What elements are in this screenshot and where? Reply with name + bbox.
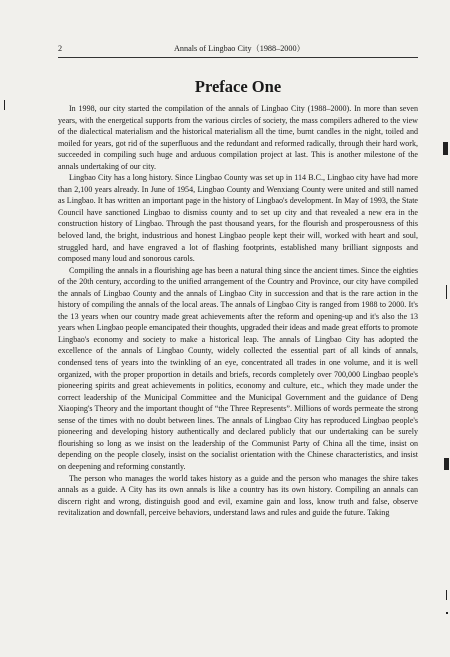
scan-mark [443, 142, 448, 155]
scan-mark [446, 612, 448, 614]
paragraph: In 1998, our city started the compilation of the annals of Lingbao City (1988–2000). In more than seven years, with the energetical supports from the various circles of society, the mass compilers adhered to the view of the dialectical materialism and the historical materialism all the time, burnt candles in the night, toiled and moiled for years, got rid of the superfluous and the redundant and reformed radically, through their hard work, succeeded in compiling such huge and arduous compilation project at last. This is another milestone of the annals undertaking of our city. [58, 104, 418, 171]
running-head: Annals of Lingbao City（1988–2000） [174, 44, 305, 53]
body-text [58, 103, 418, 519]
page-number: 2 [58, 44, 63, 53]
scan-mark [444, 458, 449, 470]
paragraph: Compiling the annals in a flourishing age has been a natural thing since the ancient times. Since the eighties of the 20th century, according to the unified arrangement of the Country and Province, our city have compiled the annals of Lingbao County and the annals of Lingbao City in succession and that is the rare action in the history of compiling the annals of the local areas. The annals of Lingbao City is ranged from 1988 to 2000. It's the 13 years when our country made great achievements after the reform and opening-up and it's also the 13 years when Lingbao people emancipated their thoughts, upgraded their ideas and made great efforts to promote Lingbao's economy and society to make a historical leap. The annals of Lingbao City has adopted the excellence of the annals of Lingbao County, widely collected the essential part of all kinds of annals, condensed tens of years into the twinkling of an eye, concentrated all trades in one volume, and it is well organized, with the proper proportion in details and briefs, records completely over 700,000 Lingbao people's pioneering spirits and great achievements in politics, economy and culture, etc., which they made under the correct leadership of the Municipal Committee and the Municipal Government and the guidance of Deng Xiaoping's Theory and the important thought of “the Three Represents”. Millions of words permeate the strong sense of the times with no doubt between lines. The annals of Lingbao City has reproduced Lingbao people's pioneering and developing history authentically and declared publicly that our undertaking can be surely flourishing so long as we insist on the leadership of the Communist Party of China all the time, insist on depending on the people closely, insist on the socialist orientation with the Chinese characteristics, and insist on deepening and reforming constantly. [58, 265, 418, 471]
paragraph: The person who manages the world takes history as a guide and the person who manages the shire takes annals as a guide. A City has its own annals is like a country has its own history. Compiling an annals can discern right and wrong, distinguish good and evil, examine gain and loss, know truth and false, observe revitalization and downfall, perceive behaviors, understand laws and rules and guide the future. Taking [58, 473, 418, 518]
scan-mark [446, 590, 447, 600]
scan-mark [446, 285, 447, 299]
scan-mark [4, 100, 5, 110]
header-rule [58, 57, 418, 58]
paragraph: Lingbao City has a long history. Since Lingbao County was set up in 114 B.C., Lingbao city have had more than 2,100 years already. In June of 1954, Lingbao County and Wenxiang County were united and still named as Lingbao. It has written an important page in the history of Lingbao's development. In May of 1993, the State Council have sanctioned Lingbao to dismiss county and to set up city and that revealed a new era in the construction history of Lingbao. Through the past thousand years, for the flourish and prosperousness of this beloved land, the bright, industrious and honest Lingbao people kept their will, worked with heart and soul, struggled hard, and have engraved a lot of flashing footprints, established many brilliant signposts and composed many loud and sonorous carols. [58, 173, 418, 264]
page-title: Preface One [194, 77, 282, 96]
